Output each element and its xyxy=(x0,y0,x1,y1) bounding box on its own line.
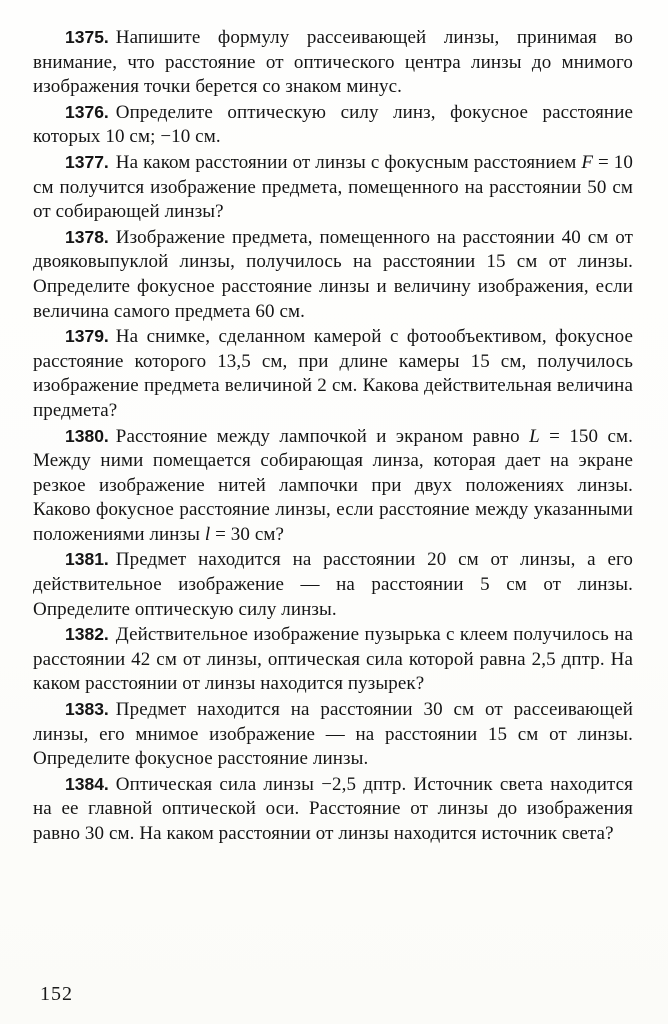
problem-text: Напишите формулу рассеивающей линзы, принимая во внимание, что расстояние от оптического центра линзы до мнимого изображения точки берется со знаком минус. xyxy=(33,27,633,98)
problem-text: Предмет находится на расстоянии 30 см от рассеивающей линзы, его мнимое изображение — на расстоянии 15 см от линзы. Определите фокусное расстояние линзы. xyxy=(33,699,633,770)
problems-list xyxy=(33,25,633,847)
problem-text: На снимке, сделанном камерой с фотообъективом, фокусное расстояние которого 13,5 см, при длине камеры 15 см, получилось изображение предмета величиной 2 см. Какова действительная величина предмета? xyxy=(33,326,633,421)
problem-number: 1378. xyxy=(65,226,109,247)
problem-1377 xyxy=(33,150,633,225)
problem-number: 1382. xyxy=(65,624,109,645)
problem-1379 xyxy=(33,324,633,423)
problem-1382 xyxy=(33,622,633,697)
problem-1375 xyxy=(33,25,633,100)
problem-1378 xyxy=(33,225,633,324)
problem-text: Оптическая сила линзы −2,5 дптр. Источник света находится на ее главной оптической оси. Расстояние от линзы до изображения равно 30 см. На каком расстоянии от линзы находится источник света? xyxy=(33,773,633,844)
problem-text: Предмет находится на расстоянии 20 см от линзы, а его действительное изображение — на расстоянии 5 см от линзы. Определите оптическую силу линзы. xyxy=(33,549,633,620)
problem-text: Расстояние между лампочкой и экраном равно L = 150 см. Между ними помещается собирающая линза, которая дает на экране резкое изображение нитей лампочки при двух положениях линзы. Каково фокусное расстояние линзы, если расстояние между указанными положениями линзы l = 30 см? xyxy=(33,425,634,545)
page-number: 152 xyxy=(40,983,73,1005)
problem-1380 xyxy=(33,424,633,548)
problem-number: 1381. xyxy=(65,549,109,570)
problem-text: Изображение предмета, помещенного на расстоянии 40 см от двояковыпуклой линзы, получилось на расстоянии 15 см от линзы. Определите фокусное расстояние линзы и величину изображения, если величина самого предмета 60 см. xyxy=(33,226,633,322)
problem-1383 xyxy=(33,697,633,772)
problem-number: 1379. xyxy=(65,326,109,347)
problem-text: На каком расстоянии от линзы с фокусным расстоянием F = 10 см получится изображение предмета, помещенного на расстоянии 50 см от собирающей линзы? xyxy=(33,151,633,223)
problem-number: 1383. xyxy=(65,699,109,720)
problem-number: 1375. xyxy=(65,27,109,47)
problem-text: Действительное изображение пузырька с клеем получилось на расстоянии 42 см от линзы, оптическая сила которой равна 2,5 дптр. На каком расстоянии от линзы находится пузырек? xyxy=(33,624,633,695)
problem-1381 xyxy=(33,547,633,622)
problem-1376 xyxy=(33,100,633,150)
problem-number: 1384. xyxy=(65,773,109,794)
problem-number: 1377. xyxy=(65,151,109,172)
problem-1384 xyxy=(33,772,633,847)
problem-text: Определите оптическую силу линз, фокусное расстояние которых 10 см; −10 см. xyxy=(33,101,633,148)
problem-number: 1380. xyxy=(65,425,109,446)
problem-number: 1376. xyxy=(65,101,109,122)
